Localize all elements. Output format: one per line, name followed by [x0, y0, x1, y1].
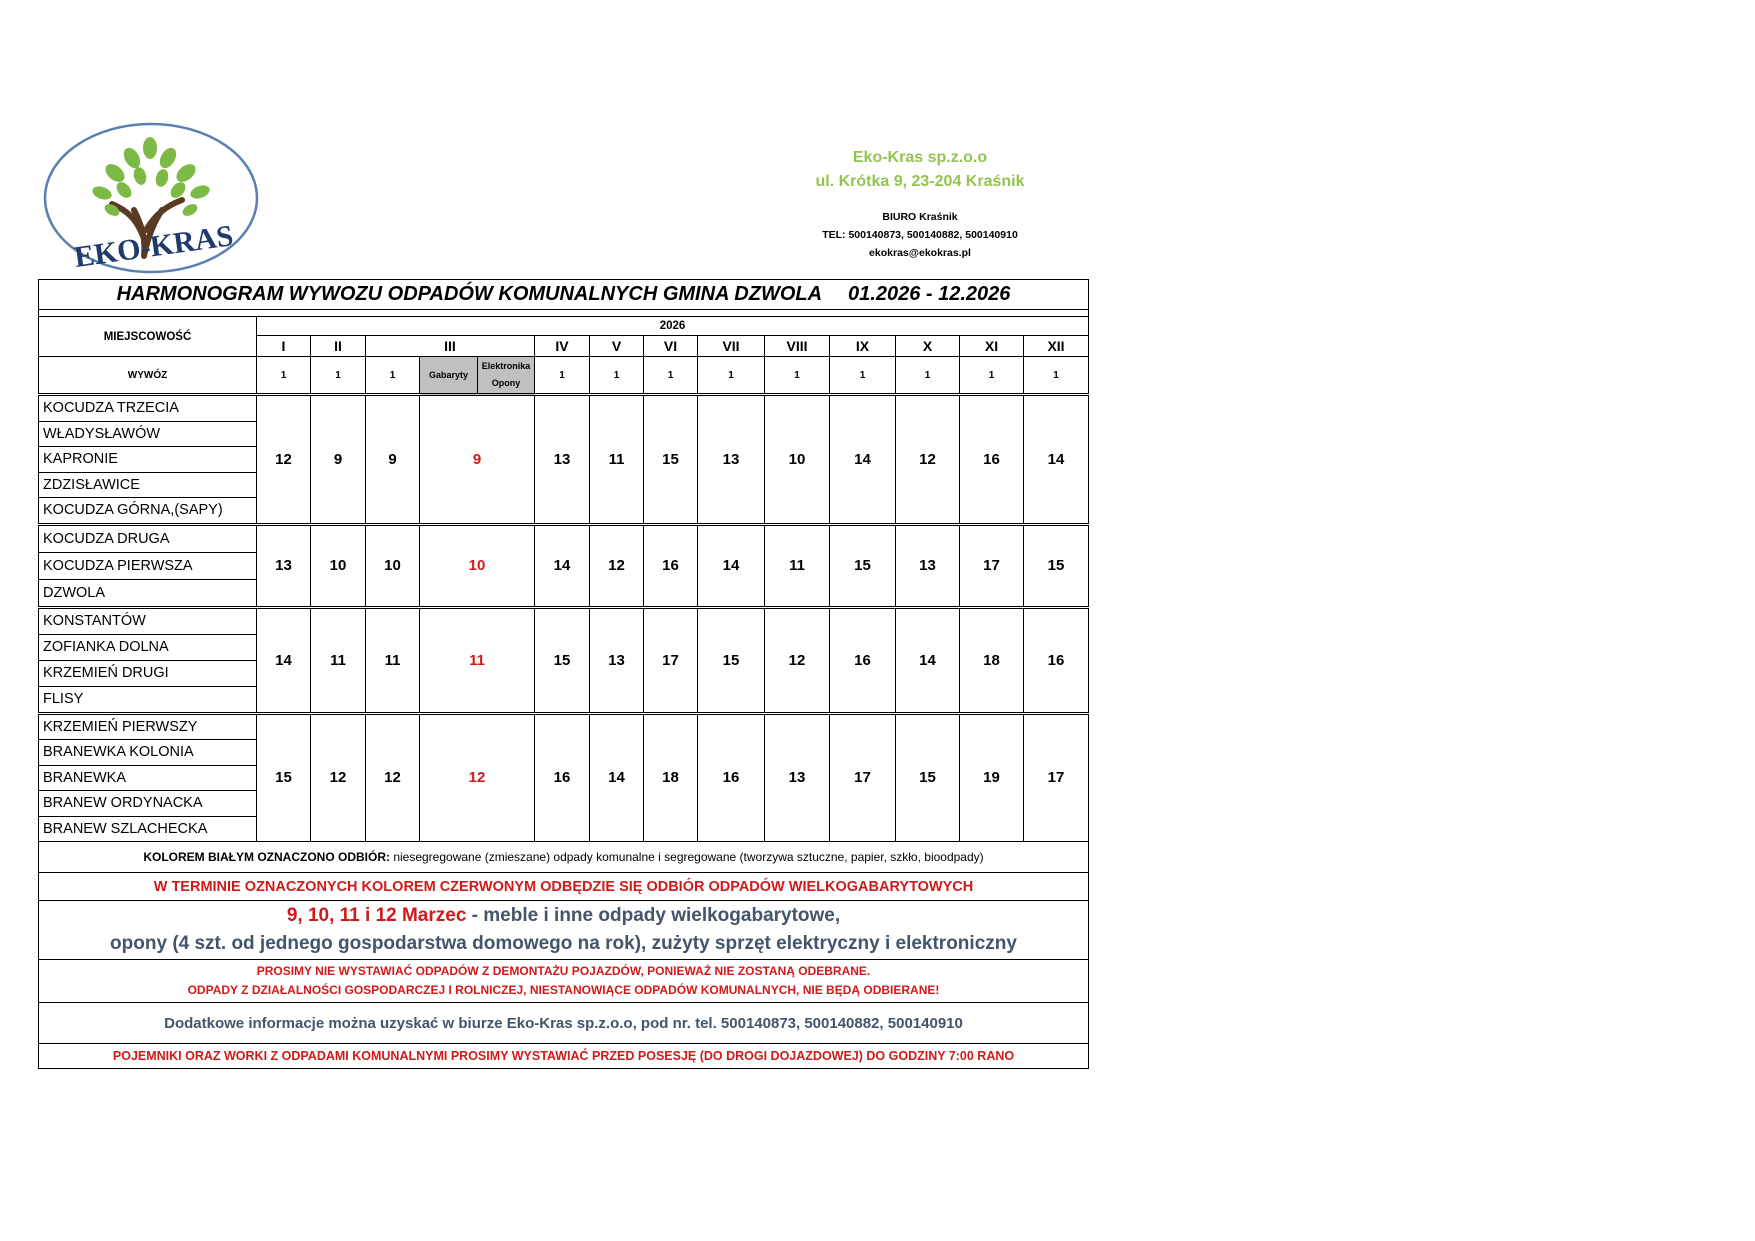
pickup-date: 14 [1024, 395, 1089, 525]
pickup-date: 9 [366, 395, 420, 525]
pickup-date: 17 [960, 524, 1024, 607]
wywoz-count: 1 [311, 357, 366, 395]
bulky-pickup-date: 10 [420, 524, 535, 607]
month-header: VI [644, 336, 698, 357]
legend-text: niesegregowane (zmieszane) odpady komunalne i segregowane (tworzywa sztuczne, papier, szkło, bioodpady) [389, 850, 984, 864]
location-name: ZDZISŁAWICE [39, 472, 257, 498]
month-header: II [311, 336, 366, 357]
wywoz-count: 1 [896, 357, 960, 395]
note-white-legend [39, 842, 1089, 873]
wywoz-count: 1 [960, 357, 1024, 395]
note-info [39, 1003, 1089, 1044]
pickup-date: 14 [590, 713, 644, 842]
wywoz-count: 1 [366, 357, 420, 395]
note-red-legend [39, 873, 1089, 901]
pickup-date: 14 [257, 607, 311, 713]
pickup-date: 11 [311, 607, 366, 713]
location-name: KOCUDZA TRZECIA [39, 395, 257, 422]
company-office: BIURO Kraśnik [882, 211, 958, 223]
bins-text: POJEMNIKI ORAZ WORKI Z ODPADAMI KOMUNALNYMI PROSIMY WYSTAWIAĆ PRZED POSESJĘ (DO DROGI DOJAZDOWEJ) DO GODZINY 7:00 RANO [112, 1049, 1015, 1063]
opony-label: Opony [491, 378, 521, 388]
gabaryty-label: Gabaryty [420, 357, 478, 395]
pickup-date: 17 [830, 713, 896, 842]
location-name: FLISY [39, 686, 257, 713]
pickup-date: 10 [366, 524, 420, 607]
location-name: KOCUDZA GÓRNA,(SAPY) [39, 498, 257, 525]
pickup-date: 13 [590, 607, 644, 713]
pickup-date: 12 [896, 395, 960, 525]
company-phone: TEL: 500140873, 500140882, 500140910 [822, 229, 1018, 241]
pickup-date: 16 [830, 607, 896, 713]
schedule-title [39, 280, 1089, 310]
red-legend-text: W TERMINIE OZNACZONYCH KOLOREM CZERWONYM ODBĘDZIE SIĘ ODBIÓR ODPADÓW WIELKOGABARYTOWYCH [153, 878, 974, 895]
wywoz-count: 1 [257, 357, 311, 395]
pickup-date: 12 [257, 395, 311, 525]
warning-business: ODPADY Z DZIAŁALNOŚCI GOSPODARCZEJ I ROLNICZEJ, NIESTANOWIĄCE ODPADÓW KOMUNALNYCH, NIE BĘDĄ ODBIERANE! [187, 983, 940, 997]
location-name: DZWOLA [39, 579, 257, 607]
pickup-date: 13 [765, 713, 830, 842]
pickup-date: 12 [311, 713, 366, 842]
pickup-date: 15 [698, 607, 765, 713]
legend-prefix: KOLOREM BIAŁYM OZNACZONO ODBIÓR: [143, 850, 390, 864]
location-row [39, 713, 1089, 740]
wywoz-count: 1 [830, 357, 896, 395]
wywoz-count: 1 [1024, 357, 1089, 395]
location-name: BRANEWKA KOLONIA [39, 740, 257, 766]
month-header: VII [698, 336, 765, 357]
pickup-date: 11 [765, 524, 830, 607]
wywoz-count: 1 [590, 357, 644, 395]
pickup-date: 19 [960, 713, 1024, 842]
company-logo [40, 118, 262, 278]
location-name: BRANEW ORDYNACKA [39, 791, 257, 817]
location-name: WŁADYSŁAWÓW [39, 421, 257, 447]
month-header: X [896, 336, 960, 357]
pickup-date: 15 [830, 524, 896, 607]
location-row [39, 524, 1089, 552]
pickup-date: 17 [1024, 713, 1089, 842]
info-text: Dodatkowe informacje można uzyskać w biurze Eko-Kras sp.z.o.o, pod nr. tel. 500140873, 500140882, 500140910 [164, 1014, 963, 1032]
pickup-date: 10 [311, 524, 366, 607]
location-name: KAPRONIE [39, 447, 257, 473]
note-warning [39, 960, 1089, 1003]
bulky-dates: 9, 10, 11 i 12 Marzec [286, 905, 467, 926]
elektronika-opony-label [478, 357, 535, 395]
note-bulky-dates [39, 901, 1089, 960]
wywoz-count: 1 [698, 357, 765, 395]
month-header: III [366, 336, 535, 357]
pickup-date: 13 [257, 524, 311, 607]
pickup-date: 14 [698, 524, 765, 607]
pickup-date: 14 [830, 395, 896, 525]
warning-vehicles: PROSIMY NIE WYSTAWIAĆ ODPADÓW Z DEMONTAŻU POJAZDÓW, PONIEWAŻ NIE ZOSTANĄ ODEBRANE. [256, 964, 871, 978]
month-header: IV [535, 336, 590, 357]
pickup-date: 18 [644, 713, 698, 842]
pickup-date: 17 [644, 607, 698, 713]
pickup-date: 16 [698, 713, 765, 842]
location-row [39, 607, 1089, 634]
pickup-date: 12 [765, 607, 830, 713]
pickup-date: 12 [590, 524, 644, 607]
bulky-desc-2: opony (4 szt. od jednego gospodarstwa domowego na rok), zużyty sprzęt elektryczny i elektroniczny [110, 933, 1017, 954]
title-text: HARMONOGRAM WYWOZU ODPADÓW KOMUNALNYCH GMINA DZWOLA [116, 283, 823, 305]
company-address: ul. Krótka 9, 23-204 Kraśnik [815, 173, 1025, 190]
elektronika-label: Elektronika [481, 361, 531, 371]
month-header: XI [960, 336, 1024, 357]
pickup-date: 9 [311, 395, 366, 525]
pickup-date: 11 [366, 607, 420, 713]
company-name: Eko-Kras sp.z.o.o [852, 149, 988, 166]
wywoz-label: WYWÓZ [39, 357, 257, 395]
divider [39, 310, 1089, 317]
pickup-date: 13 [535, 395, 590, 525]
location-name: KRZEMIEŃ PIERWSZY [39, 713, 257, 740]
wywoz-count: 1 [535, 357, 590, 395]
pickup-date: 18 [960, 607, 1024, 713]
pickup-date: 15 [644, 395, 698, 525]
pickup-date: 16 [644, 524, 698, 607]
month-header: IX [830, 336, 896, 357]
pickup-date: 10 [765, 395, 830, 525]
location-name: KOCUDZA PIERWSZA [39, 552, 257, 579]
pickup-date: 13 [896, 524, 960, 607]
location-row [39, 395, 1089, 422]
company-email: ekokras@ekokras.pl [869, 247, 971, 259]
pickup-date: 14 [896, 607, 960, 713]
bulky-pickup-date: 12 [420, 713, 535, 842]
bulky-pickup-date: 11 [420, 607, 535, 713]
pickup-date: 11 [590, 395, 644, 525]
pickup-date: 12 [366, 713, 420, 842]
bulky-desc-1: - meble i inne odpady wielkogabarytowe, [466, 905, 841, 926]
month-header: V [590, 336, 644, 357]
note-bins [39, 1044, 1089, 1069]
tree-logo-icon [40, 118, 262, 278]
svg-text:EKO-KRAS: EKO-KRAS [72, 219, 236, 275]
pickup-date: 15 [535, 607, 590, 713]
location-name: BRANEW SZLACHECKA [39, 816, 257, 842]
location-name: KRZEMIEŃ DRUGI [39, 660, 257, 686]
pickup-date: 15 [896, 713, 960, 842]
pickup-date: 14 [535, 524, 590, 607]
pickup-date: 16 [1024, 607, 1089, 713]
location-name: BRANEWKA [39, 765, 257, 791]
company-header [770, 146, 1070, 262]
location-name: ZOFIANKA DOLNA [39, 634, 257, 660]
schedule-table [38, 279, 1089, 1069]
location-name: KOCUDZA DRUGA [39, 524, 257, 552]
wywoz-count: 1 [644, 357, 698, 395]
year-header: 2026 [257, 317, 1089, 336]
pickup-date: 16 [960, 395, 1024, 525]
month-header: VIII [765, 336, 830, 357]
location-name: KONSTANTÓW [39, 607, 257, 634]
wywoz-count: 1 [765, 357, 830, 395]
pickup-date: 13 [698, 395, 765, 525]
pickup-date: 15 [257, 713, 311, 842]
location-header: MIEJSCOWOŚĆ [39, 317, 257, 357]
bulky-pickup-date: 9 [420, 395, 535, 525]
month-header: XII [1024, 336, 1089, 357]
pickup-date: 16 [535, 713, 590, 842]
month-header: I [257, 336, 311, 357]
pickup-date: 15 [1024, 524, 1089, 607]
title-period: 01.2026 - 12.2026 [848, 283, 1011, 305]
